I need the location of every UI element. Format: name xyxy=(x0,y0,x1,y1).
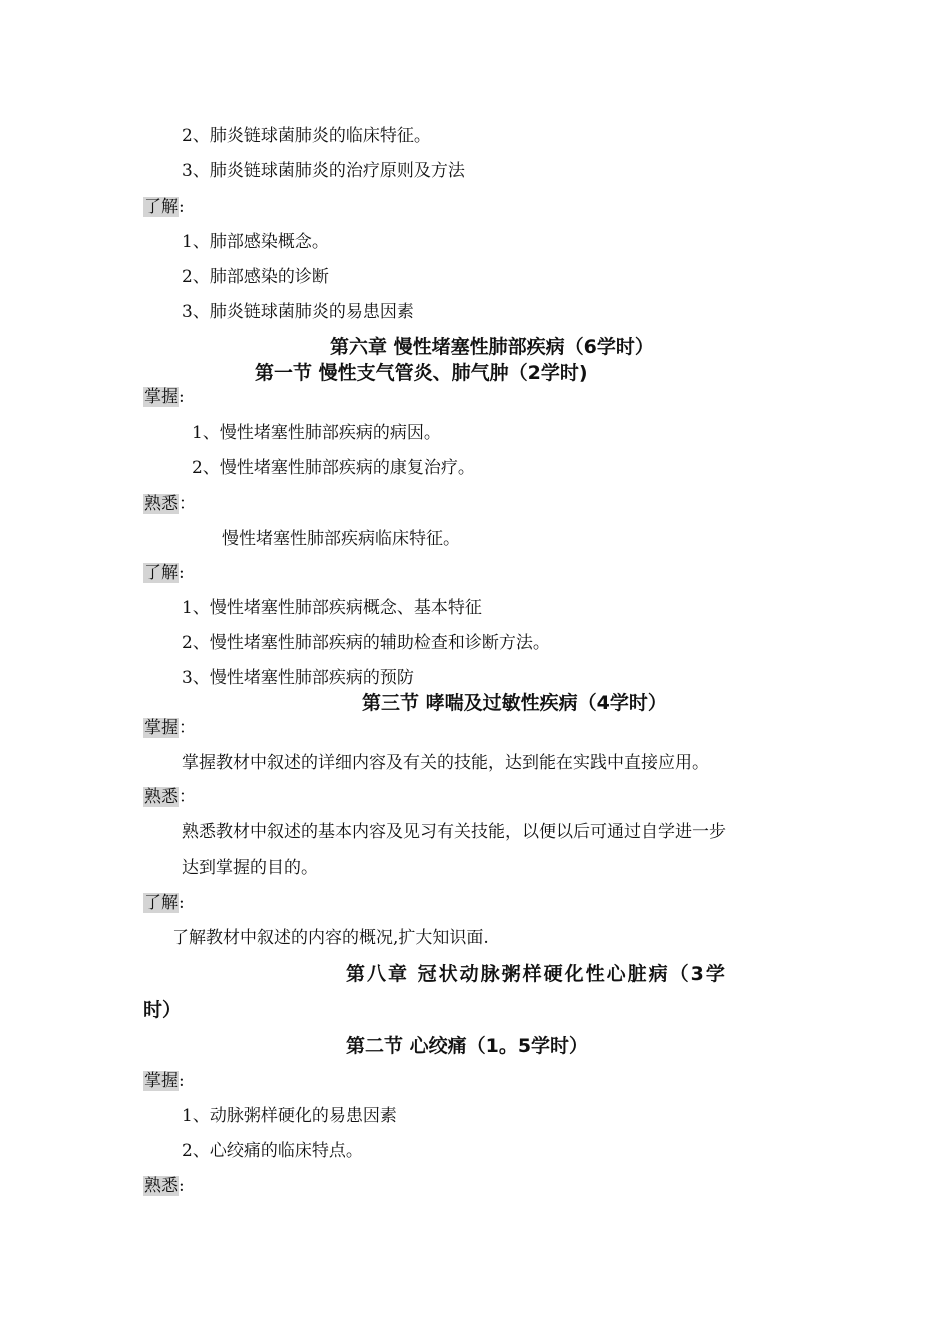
list-item: 3、慢性堵塞性肺部疾病的预防 xyxy=(182,668,414,688)
paragraph-line: 熟悉教材中叙述的基本内容及见习有关技能，以便以后可通过自学进一步 xyxy=(182,822,726,842)
paragraph-line: 了解教材中叙述的内容的概况,扩大知识面. xyxy=(172,928,489,948)
label-text: 熟悉 xyxy=(144,494,178,514)
label-text: 掌握 xyxy=(144,387,178,407)
list-item: 1、慢性堵塞性肺部疾病概念、基本特征 xyxy=(182,598,482,618)
section-label xyxy=(143,493,196,515)
section-label xyxy=(143,386,185,408)
section-heading: 第三节 哮喘及过敏性疾病（4学时） xyxy=(362,692,667,714)
label-text: 了解 xyxy=(144,893,178,913)
label-text: 掌握 xyxy=(144,718,178,738)
list-item: 3、肺炎链球菌肺炎的易患因素 xyxy=(182,302,414,322)
chapter-heading: 第六章 慢性堵塞性肺部疾病（6学时） xyxy=(330,336,654,358)
label-colon: ： xyxy=(179,494,196,514)
section-label xyxy=(143,1070,185,1092)
label-colon: ： xyxy=(179,718,196,738)
label-colon: : xyxy=(179,1071,185,1091)
paragraph-line: 达到掌握的目的。 xyxy=(182,858,318,878)
list-item: 2、慢性堵塞性肺部疾病的辅助检查和诊断方法。 xyxy=(182,633,550,653)
list-item: 2、肺部感染的诊断 xyxy=(182,267,329,287)
label-colon: : xyxy=(179,1176,185,1196)
list-item: 2、心绞痛的临床特点。 xyxy=(182,1141,363,1161)
chapter-heading: 第八章 冠状动脉粥样硬化性心脏病（3学 xyxy=(346,963,727,985)
list-item: 3、肺炎链球菌肺炎的治疗原则及方法 xyxy=(182,161,465,181)
list-item: 慢性堵塞性肺部疾病临床特征。 xyxy=(222,529,460,549)
label-colon: ： xyxy=(179,787,196,807)
label-colon: : xyxy=(179,893,185,913)
label-colon: : xyxy=(179,387,185,407)
chapter-heading-continued: 时） xyxy=(143,999,182,1021)
label-colon: : xyxy=(179,197,185,217)
label-text: 熟悉 xyxy=(144,1176,178,1196)
label-text: 了解 xyxy=(144,563,178,583)
list-item: 1、肺部感染概念。 xyxy=(182,232,329,252)
section-label xyxy=(143,196,185,218)
section-heading: 第一节 慢性支气管炎、肺气肿（2学时) xyxy=(255,362,588,384)
list-item: 2、肺炎链球菌肺炎的临床特征。 xyxy=(182,126,431,146)
list-item: 1、动脉粥样硬化的易患因素 xyxy=(182,1106,397,1126)
list-item: 2、慢性堵塞性肺部疾病的康复治疗。 xyxy=(192,458,475,478)
label-text: 掌握 xyxy=(144,1071,178,1091)
section-heading: 第二节 心绞痛（1。5学时） xyxy=(346,1035,589,1057)
label-text: 熟悉 xyxy=(144,787,178,807)
paragraph-line: 掌握教材中叙述的详细内容及有关的技能，达到能在实践中直接应用。 xyxy=(182,753,709,773)
section-label xyxy=(143,562,185,584)
section-label xyxy=(143,892,185,914)
section-label xyxy=(143,786,196,808)
label-colon: : xyxy=(179,563,185,583)
list-item: 1、慢性堵塞性肺部疾病的病因。 xyxy=(192,423,441,443)
section-label xyxy=(143,717,196,739)
label-text: 了解 xyxy=(144,197,178,217)
section-label xyxy=(143,1175,185,1197)
